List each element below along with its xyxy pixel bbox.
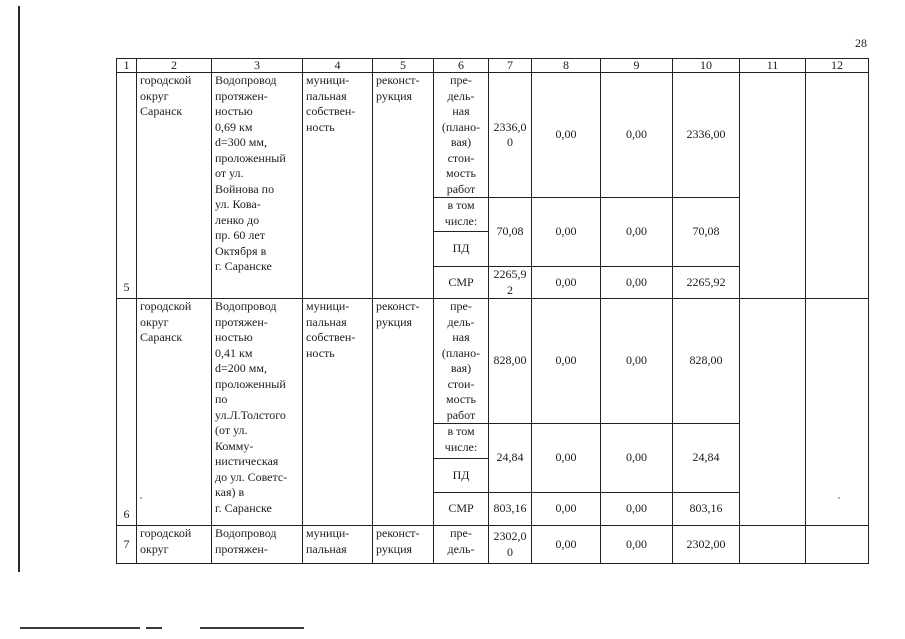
- page-number: 28: [855, 36, 867, 50]
- pd-value: 0,00: [601, 424, 673, 493]
- cost-label-cell: пре- дель- ная (плано- вая) стои- мость работ: [434, 73, 489, 198]
- empty-cell: [740, 299, 806, 526]
- smr-label: СМР: [434, 493, 489, 526]
- ownership-cell: муници- пальная собствен- ность: [303, 299, 373, 526]
- cost-value: 2302,00: [673, 526, 740, 564]
- column-number-row: [117, 59, 869, 73]
- cost-value: 2336,0 0: [489, 73, 532, 198]
- pd-value: 0,00: [601, 198, 673, 267]
- including-label: в том числе:: [434, 198, 489, 232]
- smr-value: 2265,9 2: [489, 267, 532, 299]
- smr-value: 0,00: [601, 493, 673, 526]
- smr-value: 0,00: [532, 267, 601, 299]
- pd-value: 0,00: [532, 424, 601, 493]
- cost-value: 2336,00: [673, 73, 740, 198]
- column-header: 11: [740, 59, 806, 73]
- empty-cell: [806, 299, 869, 526]
- column-header: 9: [601, 59, 673, 73]
- column-header: 4: [303, 59, 373, 73]
- cost-value: 0,00: [532, 299, 601, 424]
- row-number: 5: [117, 73, 137, 299]
- scan-speck: [838, 497, 840, 499]
- cost-value: 828,00: [673, 299, 740, 424]
- work-type-cell: реконст- рукция: [373, 299, 434, 526]
- table-row: [117, 299, 869, 424]
- pd-label: ПД: [434, 459, 489, 493]
- cost-value: 828,00: [489, 299, 532, 424]
- column-header: 7: [489, 59, 532, 73]
- ownership-cell: муници- пальная: [303, 526, 373, 564]
- capital-works-table: [116, 58, 869, 564]
- smr-value: 0,00: [601, 267, 673, 299]
- object-cell: Водопровод протяжен- ностью 0,69 км d=300 мм, проложенный от ул. Войнова по ул. Кова- ленко до пр. 60 лет Октября в г. Саранске: [212, 73, 303, 299]
- cost-value: 0,00: [532, 526, 601, 564]
- column-header: 3: [212, 59, 303, 73]
- owner-cell: городской округ: [137, 526, 212, 564]
- pd-value: 24,84: [489, 424, 532, 493]
- cost-label-cell: пре- дель- ная (плано- вая) стои- мость работ: [434, 299, 489, 424]
- column-header: 10: [673, 59, 740, 73]
- object-cell: Водопровод протяжен- ностью 0,41 км d=200 мм, проложенный по ул.Л.Толстого (от ул. Комму- нистическая до ул. Советс- кая) в г. Саранске: [212, 299, 303, 526]
- pd-value: 70,08: [489, 198, 532, 267]
- table-row: [117, 73, 869, 198]
- work-type-cell: реконст- рукция: [373, 526, 434, 564]
- scan-bottom-rule: [20, 627, 140, 629]
- cost-value: 0,00: [601, 526, 673, 564]
- empty-cell: [806, 526, 869, 564]
- column-header: 12: [806, 59, 869, 73]
- owner-cell: городской округ Саранск: [137, 73, 212, 299]
- column-header: 5: [373, 59, 434, 73]
- pd-value: 70,08: [673, 198, 740, 267]
- object-cell: Водопровод протяжен-: [212, 526, 303, 564]
- empty-cell: [806, 73, 869, 299]
- row-number: 7: [117, 526, 137, 564]
- smr-value: 803,16: [673, 493, 740, 526]
- cost-label-cell: пре- дель-: [434, 526, 489, 564]
- column-header: 8: [532, 59, 601, 73]
- including-label: в том числе:: [434, 424, 489, 459]
- cost-value: 0,00: [532, 73, 601, 198]
- smr-label: СМР: [434, 267, 489, 299]
- pd-label: ПД: [434, 232, 489, 267]
- ownership-cell: муници- пальная собствен- ность: [303, 73, 373, 299]
- empty-cell: [740, 526, 806, 564]
- cost-value: 0,00: [601, 299, 673, 424]
- row-number: 6: [117, 299, 137, 526]
- scan-bottom-rule: [146, 627, 162, 629]
- column-header: 2: [137, 59, 212, 73]
- work-type-cell: реконст- рукция: [373, 73, 434, 299]
- cost-value: 2302,0 0: [489, 526, 532, 564]
- empty-cell: [740, 73, 806, 299]
- column-header: 1: [117, 59, 137, 73]
- pd-value: 0,00: [532, 198, 601, 267]
- smr-value: 2265,92: [673, 267, 740, 299]
- smr-value: 803,16: [489, 493, 532, 526]
- owner-cell: городской округ Саранск: [137, 299, 212, 526]
- cost-value: 0,00: [601, 73, 673, 198]
- column-header: 6: [434, 59, 489, 73]
- scan-bottom-rule: [200, 627, 304, 629]
- table-row: [117, 526, 869, 564]
- scan-left-border: [18, 6, 20, 572]
- pd-value: 24,84: [673, 424, 740, 493]
- smr-value: 0,00: [532, 493, 601, 526]
- scan-speck: [140, 497, 142, 499]
